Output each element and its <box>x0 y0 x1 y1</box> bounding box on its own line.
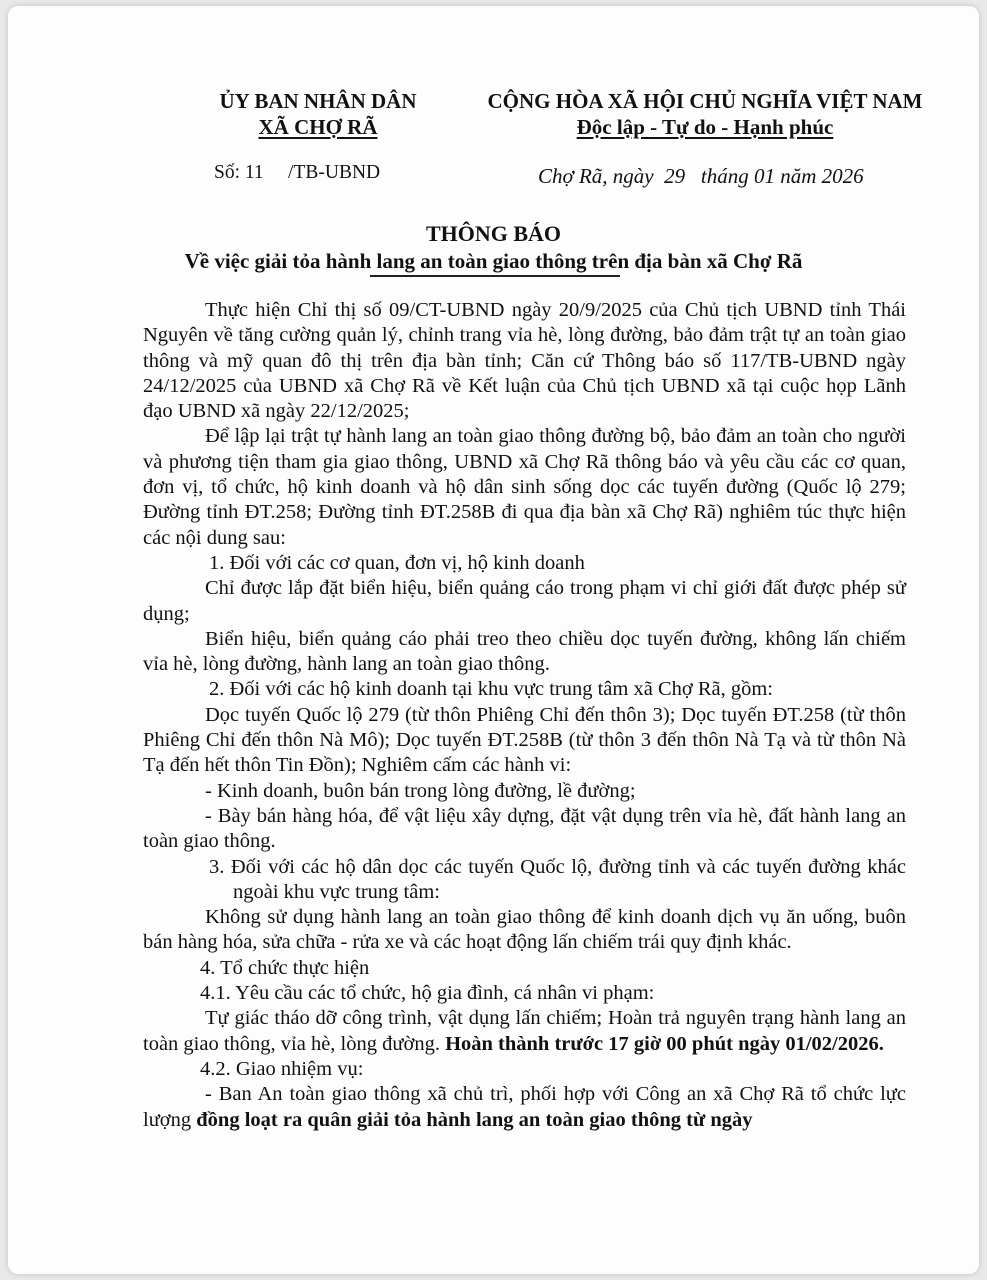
section-1-heading: 1. Đối với các cơ quan, đơn vị, hộ kinh doanh <box>209 551 585 574</box>
section-4-1-text: Tự giác tháo dỡ công trình, vật dụng lấn chiếm; Hoàn trả nguyên trạng hành lang an toàn giao thông, vỉa hè, lòng đường. <box>143 1007 906 1055</box>
paragraph-request: Để lập lại trật tự hành lang an toàn giao thông đường bộ, bảo đảm an toàn cho người và phương tiện tham gia giao thông, UBND xã Chợ Rã thông báo và yêu cầu các cơ quan, đơn vị, tổ chức, hộ kinh doanh và hộ dân sinh sống dọc các tuyến đường (Quốc lộ 279; Đường tỉnh ĐT.258; Đường tỉnh ĐT.258B đi qua địa bàn xã Chợ Rã) nghiêm túc thực hiện các nội dung sau: <box>143 425 906 549</box>
issuing-agency <box>188 88 448 140</box>
document-number: Số: 11 /TB-UBND <box>214 162 381 183</box>
section-1-paragraph-2: Biển hiệu, biển quảng cáo phải treo theo chiều dọc tuyến đường, không lấn chiếm vỉa hè, lòng đường, hành lang an toàn giao thông. <box>143 627 906 676</box>
section-2-heading: 2. Đối với các hộ kinh doanh tại khu vực trung tâm xã Chợ Rã, gồm: <box>209 678 773 701</box>
section-4-2-text: - Ban An toàn giao thông xã chủ trì, phối hợp với Công an xã Chợ Rã tổ chức lực lượng <box>143 1083 906 1131</box>
section-4-1-heading: 4.1. Yêu cầu các tổ chức, hộ gia đình, cá nhân vi phạm: <box>200 982 655 1005</box>
document-page <box>8 6 979 1274</box>
section-3-paragraph: Không sử dụng hành lang an toàn giao thông để kinh doanh dịch vụ ăn uống, buôn bán hàng hóa, sửa chữa - rửa xe và các hoạt động lấn chiếm trái quy định khác. <box>143 906 906 954</box>
subject-underline <box>370 275 620 277</box>
section-2-bullet-1: - Kinh doanh, buôn bán trong lòng đường, lề đường; <box>205 779 636 802</box>
section-2-bullet-2: - Bày bán hàng hóa, để vật liệu xây dựng, đặt vật dụng trên vỉa hè, đất hành lang an toàn giao thông. <box>143 804 906 853</box>
agency-line-1: ỦY BAN NHÂN DÂN <box>219 89 417 113</box>
country-name: CỘNG HÒA XÃ HỘI CHỦ NGHĨA VIỆT NAM <box>487 89 923 113</box>
paragraph-basis: Thực hiện Chỉ thị số 09/CT-UBND ngày 20/9/2025 của Chủ tịch UBND tỉnh Thái Nguyên về tăng cường quản lý, chỉnh trang vỉa hè, lòng đường, bảo đảm trật tự an toàn giao thông và mỹ quan đô thị trên địa bàn tỉnh; Căn cứ Thông báo số 117/TB-UBND ngày 24/12/2025 của UBND xã Chợ Rã về Kết luận của Chủ tịch UBND xã tại cuộc họp Lãnh đạo UBND xã ngày 22/12/2025; <box>143 299 906 423</box>
document-title: THÔNG BÁO <box>425 221 562 246</box>
national-motto: Độc lập - Tự do - Hạnh phúc <box>576 115 834 139</box>
document-body <box>143 298 906 1133</box>
section-2-paragraph: Dọc tuyến Quốc lộ 279 (từ thôn Phiêng Chỉ đến thôn 3); Dọc tuyến ĐT.258 (từ thôn Phiêng Chỉ đến thôn Nà Mô); Dọc tuyến ĐT.258B (từ thôn 3 đến thôn Nà Tạ và từ thôn Nà Tạ đến hết thôn Tin Đồn); Nghiêm cấm các hành vi: <box>143 703 906 777</box>
section-4-2-paragraph <box>143 1082 906 1133</box>
agency-line-2: XÃ CHỢ RÃ <box>258 115 378 139</box>
section-4-heading: 4. Tổ chức thực hiện <box>200 956 370 979</box>
section-3-heading: 3. Đối với các hộ dân dọc các tuyến Quốc lộ, đường tỉnh và các tuyến đường khác ngoài khu vực trung tâm: <box>209 855 906 903</box>
issue-date: Chợ Rã, ngày 29 tháng 01 năm 2026 <box>538 164 864 188</box>
campaign-text: đồng loạt ra quân giải tỏa hành lang an toàn giao thông từ ngày <box>196 1108 753 1131</box>
national-title <box>470 88 940 140</box>
section-4-2-heading: 4.2. Giao nhiệm vụ: <box>200 1057 364 1080</box>
document-subject: Về việc giải tỏa hành lang an toàn giao thông trên địa bàn xã Chợ Rã <box>184 249 803 273</box>
deadline-text: Hoàn thành trước 17 giờ 00 phút ngày 01/02/2026. <box>445 1032 884 1055</box>
section-1-paragraph-1: Chỉ được lắp đặt biển hiệu, biển quảng cáo trong phạm vi chỉ giới đất được phép sử dụng; <box>143 577 906 625</box>
section-4-1-paragraph <box>143 1006 906 1057</box>
